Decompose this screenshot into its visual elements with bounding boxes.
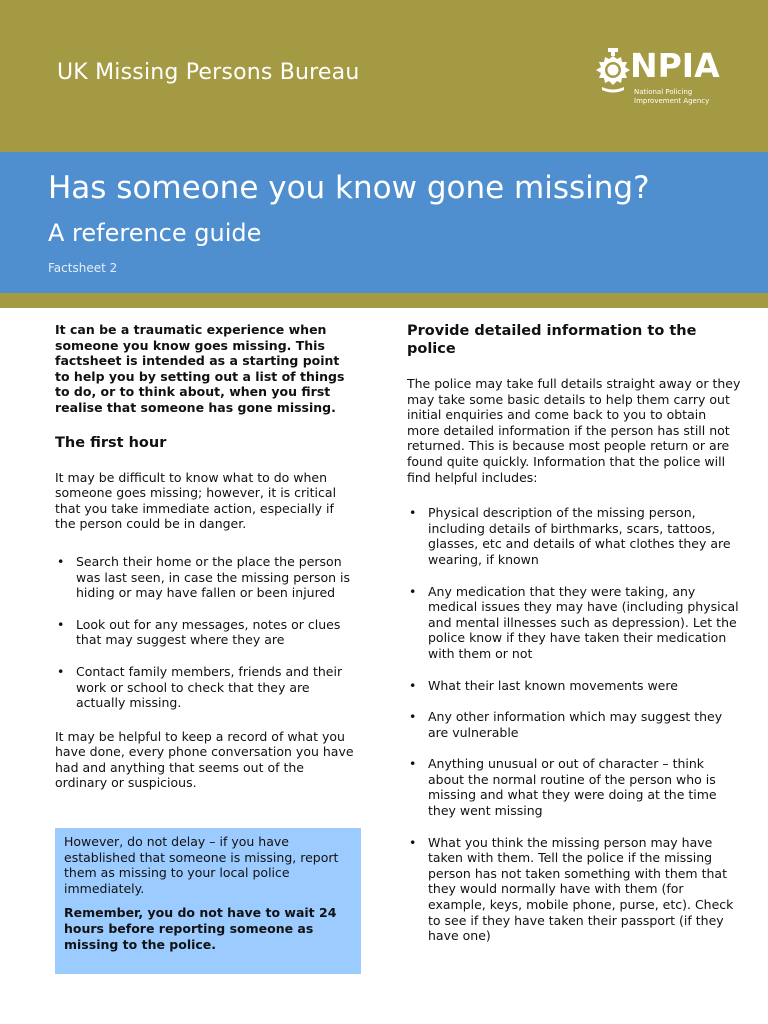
- left-column: [55, 322, 355, 791]
- list-item: [55, 617, 355, 648]
- first-hour-paragraph: It may be difficult to know what to do when someone goes missing; however, it is critical that you take immediate action, especially if the person could be in danger.: [55, 469, 337, 532]
- bullet-icon: •: [57, 616, 65, 632]
- npia-logo: [594, 46, 734, 116]
- list-item-text: Search their home or the place the person was last seen, in case the missing person is hiding or may have fallen or been injured: [76, 553, 350, 601]
- list-item-text: Look out for any messages, notes or clues that may suggest where they are: [76, 616, 341, 648]
- list-item-text: What you think the missing person may have taken with them. Tell the police if the missing person has not taken something with them that they would normally have with them (for example, keys, mobile phone, purse, etc). Check to see if they have taken their passport (if they have one): [428, 834, 734, 944]
- detailed-info-heading: Provide detailed information to the police: [407, 323, 697, 357]
- page-title: Has someone you know gone missing?: [48, 170, 650, 206]
- list-item: [407, 709, 742, 740]
- bullet-icon: •: [409, 583, 417, 599]
- bullet-icon: •: [409, 677, 417, 693]
- list-item: [407, 756, 742, 818]
- list-item: [407, 505, 742, 567]
- bullet-icon: •: [57, 663, 65, 679]
- list-item: [407, 678, 742, 694]
- bureau-title: UK Missing Persons Bureau: [57, 60, 360, 85]
- list-item: [55, 554, 355, 601]
- callout-box: [55, 828, 361, 974]
- bullet-icon: •: [409, 709, 417, 725]
- logo-wordmark: NPIA: [630, 46, 720, 85]
- logo-subtitle-line2: Improvement Agency: [634, 97, 710, 105]
- detailed-info-paragraph: The police may take full details straight away or they may take some basic details to help them carry out initial enquiries and come back to you to obtain more detailed information if the person has still not returned. This is because most people return or are found quite quickly. Information that the police will find helpful includes:: [407, 376, 741, 485]
- list-item: [407, 584, 742, 662]
- list-item-text: Anything unusual or out of character – think about the normal routine of the person who is missing and what they were doing at the time they went missing: [428, 756, 717, 819]
- bullet-icon: •: [57, 553, 65, 569]
- page-subtitle: A reference guide: [48, 219, 262, 247]
- list-item-text: Physical description of the missing person, including details of birthmarks, scars, tattoos, glasses, etc and details of what clothes they are wearing, if known: [428, 505, 731, 567]
- detailed-info-list: [407, 505, 742, 944]
- list-item: [407, 835, 742, 944]
- callout-text: However, do not delay – if you have established that someone is missing, report them as missing to your local police immediately.: [64, 834, 339, 896]
- record-paragraph: It may be helpful to keep a record of what you have done, every phone conversation you have had and anything that seems out of the ordinary or suspicious.: [55, 728, 354, 791]
- first-hour-heading: The first hour: [55, 434, 167, 451]
- right-column: [407, 322, 742, 960]
- bullet-icon: •: [409, 505, 417, 521]
- callout-bold-text: Remember, you do not have to wait 24 hours before reporting someone as missing to the police.: [64, 905, 337, 952]
- factsheet-label: Factsheet 2: [48, 261, 118, 275]
- divider-strip: [0, 293, 768, 308]
- logo-subtitle-line1: National Policing: [634, 88, 693, 96]
- bullet-icon: •: [409, 834, 417, 850]
- list-item-text: Contact family members, friends and their work or school to check that they are actually missing.: [76, 663, 343, 711]
- list-item-text: Any medication that they were taking, any medical issues they may have (including physical and mental illnesses such as depression). Let the police know if they have taken their medication with them or not: [428, 583, 739, 661]
- intro-paragraph: It can be a traumatic experience when someone you know goes missing. This factsheet is intended as a starting point to help you by setting out a list of things to do, or to think about, when you first realise that someone has gone missing.: [55, 322, 345, 415]
- list-item-text: Any other information which may suggest they are vulnerable: [428, 709, 723, 740]
- first-hour-list: [55, 554, 355, 711]
- list-item-text: What their last known movements were: [428, 677, 678, 693]
- bullet-icon: •: [409, 756, 417, 772]
- police-crest-icon: [594, 48, 632, 96]
- list-item: [55, 664, 355, 711]
